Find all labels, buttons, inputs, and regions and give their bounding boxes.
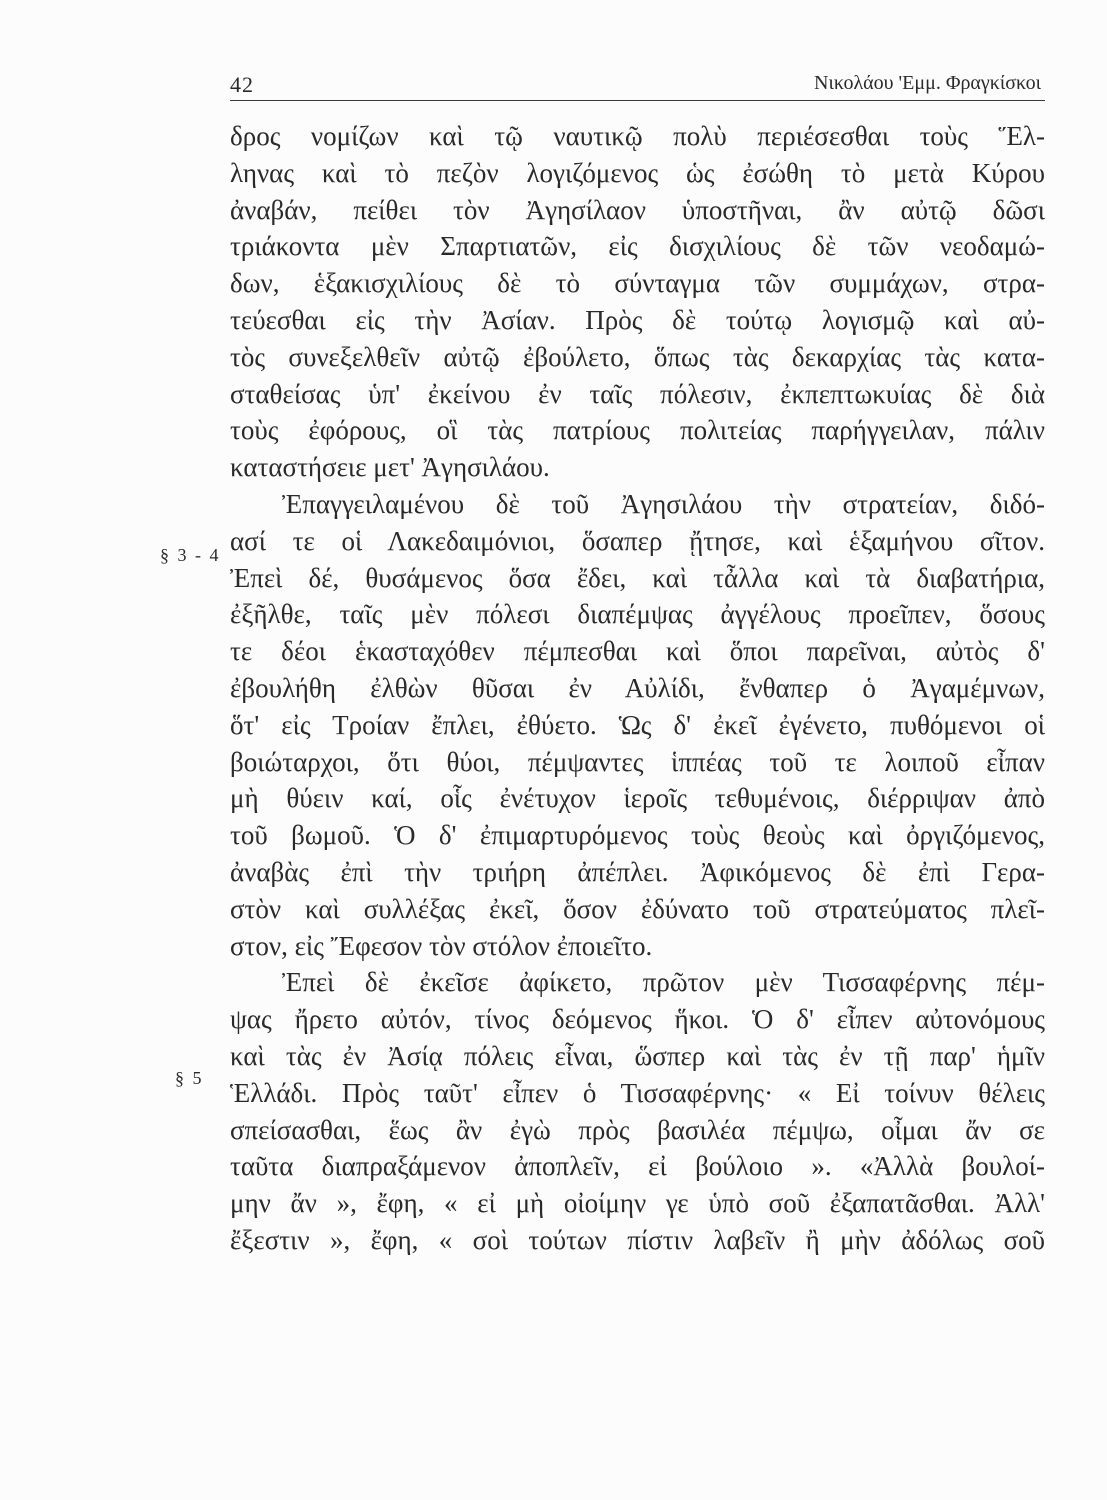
text-line: δων, ἑξακισχιλίους δὲ τὸ σύνταγμα τῶν συμμάχων, στρα- bbox=[230, 268, 1045, 299]
text-line: Ἑλλάδι. Πρὸς ταῦτ' εἶπεν ὁ Τισσαφέρνης· « Εἰ τοίνυν θέλεις bbox=[230, 1077, 1045, 1108]
text-line: καὶ τὰς ἐν Ἀσίᾳ πόλεις εἶναι, ὥσπερ καὶ τὰς ἐν τῇ παρ' ἡμῖν bbox=[230, 1040, 1045, 1071]
text-line: ἀναβὰς ἐπὶ τὴν τριήρη ἀπέπλει. Ἀφικόμενος δὲ ἐπὶ Γερα- bbox=[230, 856, 1045, 887]
text-line: ἐξῆλθε, ταῖς μὲν πόλεσι διαπέμψας ἀγγέλους προεῖπεν, ὅσους bbox=[230, 599, 1045, 630]
text-line: Ἐπαγγειλαμένου δὲ τοῦ Ἀγησιλάου τὴν στρατείαν, διδό- bbox=[282, 488, 1045, 519]
text-line: δρος νομίζων καὶ τῷ ναυτικῷ πολὺ περιέσεσθαι τοὺς Ἕλ- bbox=[230, 121, 1045, 151]
text-line: ἀναβάν, πείθει τὸν Ἀγησίλαον ὑποστῆναι, ἂν αὐτῷ δῶσι bbox=[230, 194, 1045, 225]
paragraph-marker: § 5 bbox=[175, 1068, 204, 1088]
body-text bbox=[230, 118, 1045, 1259]
text-line: ταῦτα διαπραξάμενον ἀποπλεῖν, εἰ βούλοιο ». «Ἀλλὰ βουλοί- bbox=[230, 1151, 1045, 1182]
text-line: ψας ἤρετο αὐτόν, τίνος δεόμενος ἥκοι. Ὁ δ' εἶπεν αὐτονόμους bbox=[230, 1004, 1045, 1035]
text-line: καταστήσειε μετ' Ἀγησιλάου. bbox=[230, 452, 550, 483]
text-line: σταθείσας ὑπ' ἐκείνου ἐν ταῖς πόλεσιν, ἐκπεπτωκυίας δὲ διὰ bbox=[230, 378, 1045, 409]
text-line: ληνας καὶ τὸ πεζὸν λογιζόμενος ὡς ἐσώθη τὸ μετὰ Κύρου bbox=[230, 157, 1045, 188]
text-line: στον, εἰς Ἔφεσον τὸν στόλον ἐποιεῖτο. bbox=[230, 930, 653, 961]
text-line: βοιώταρχοι, ὅτι θύοι, πέμψαντες ἱππέας τοῦ τε λοιποῦ εἶπαν bbox=[230, 746, 1045, 777]
text-line: τοῦ βωμοῦ. Ὁ δ' ἐπιμαρτυρόμενος τοὺς θεοὺς καὶ ὀργιζόμενος, bbox=[230, 820, 1045, 851]
text-line: ἔξεστιν », ἔφη, « σοὶ τούτων πίστιν λαβεῖν ἢ μὴν ἀδόλως σοῦ bbox=[230, 1224, 1045, 1255]
text-line: στὸν καὶ συλλέξας ἐκεῖ, ὅσον ἐδύνατο τοῦ στρατεύματος πλεῖ- bbox=[230, 893, 1045, 924]
text-line: τε δέοι ἑκασταχόθεν πέμπεσθαι καὶ ὅποι παρεῖναι, αὐτὸς δ' bbox=[230, 636, 1045, 667]
text-line: μην ἄν », ἔφη, « εἰ μὴ οἰοίμην γε ὑπὸ σοῦ ἐξαπατᾶσθαι. Ἀλλ' bbox=[230, 1188, 1045, 1219]
running-head: Νικολάου 'Εμμ. Φραγκίσκοι bbox=[814, 72, 1041, 94]
text-line: τοὺς ἐφόρους, οἳ τὰς πατρίους πολιτείας παρήγγειλαν, πάλιν bbox=[230, 415, 1045, 446]
page-header bbox=[230, 70, 1045, 101]
page-number: 42 bbox=[230, 72, 254, 97]
text-line: ὅτ' εἰς Τροίαν ἔπλει, ἐθύετο. Ὡς δ' ἐκεῖ ἐγένετο, πυθόμενοι οἱ bbox=[230, 709, 1045, 740]
text-line: μὴ θύειν καί, οἷς ἐνέτυχον ἱεροῖς τεθυμένοις, διέρριψαν ἀπὸ bbox=[230, 783, 1045, 814]
text-line: τὸς συνεξελθεῖν αὐτῷ ἐβούλετο, ὅπως τὰς δεκαρχίας τὰς κατα- bbox=[230, 341, 1045, 372]
paragraph-marker: § 3 - 4 bbox=[160, 545, 221, 565]
text-line: ἐβουλήθη ἐλθὼν θῦσαι ἐν Αὐλίδι, ἔνθαπερ ὁ Ἀγαμέμνων, bbox=[230, 672, 1045, 703]
text-line: ασί τε οἱ Λακεδαιμόνιοι, ὅσαπερ ᾔτησε, καὶ ἑξαμήνου σῖτον. bbox=[230, 525, 1045, 556]
text-line: τριάκοντα μὲν Σπαρτιατῶν, εἰς δισχιλίους δὲ τῶν νεοδαμώ- bbox=[230, 231, 1045, 262]
text-line: τεύεσθαι εἰς τὴν Ἀσίαν. Πρὸς δὲ τούτῳ λογισμῷ καὶ αὐ- bbox=[230, 304, 1045, 335]
text-line: σπείσασθαι, ἕως ἂν ἐγὼ πρὸς βασιλέα πέμψω, οἶμαι ἄν σε bbox=[230, 1114, 1045, 1145]
text-line: Ἐπεὶ δὲ ἐκεῖσε ἀφίκετο, πρῶτον μὲν Τισσαφέρνης πέμ- bbox=[282, 967, 1045, 998]
text-line: Ἐπεὶ δέ, θυσάμενος ὅσα ἔδει, καὶ τἆλλα καὶ τὰ διαβατήρια, bbox=[230, 562, 1045, 593]
